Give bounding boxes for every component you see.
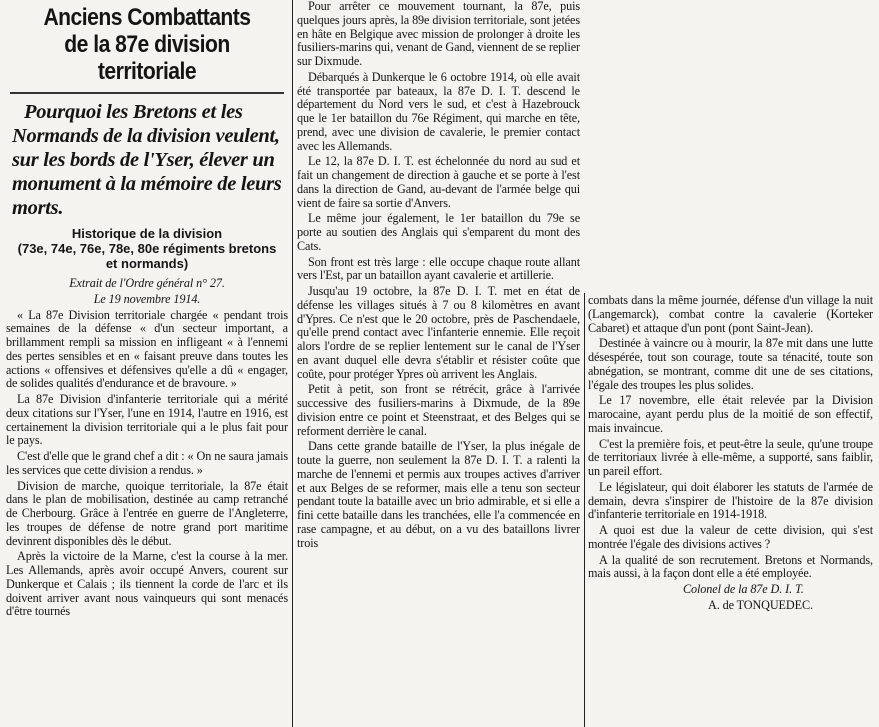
col1-paragraph: C'est d'elle que le grand chef a dit : « On ne saura jamais les services que cette division a rendus. »: [6, 449, 288, 477]
extract-line-2: Le 19 novembre 1914.: [93, 291, 201, 306]
col2-paragraph: Le même jour également, le 1er bataillon du 79e se porte au soutien des Anglais qui s'emparent du mont des Cats.: [297, 211, 580, 253]
title-divider: [10, 92, 284, 94]
signature-name: A. de TONQUEDEC.: [708, 597, 813, 612]
col1-paragraph: « La 87e Division territoriale chargée « pendant trois semaines de la défense « d'un secteur important, a brillamment rempli sa mission en infligeant « à l'ennemi des pertes sensibles et en « faisant preuve dans toutes les actions « offensives et défensives qu'elle a dû « engager, de solides qualités d'endurance et de bravoure. »: [6, 307, 288, 391]
col2-paragraph: Son front est très large : elle occupe chaque route allant vers l'Est, par un bataillon ayant cavalerie et artillerie.: [297, 254, 580, 283]
regiments-line: (73e, 74e, 76e, 78e, 80e régiments bretons et normands): [17, 241, 277, 271]
title-line-2: de la 87e division territoriale: [64, 31, 230, 85]
signature-title: Colonel de la 87e D. I. T.: [683, 582, 804, 596]
col1-paragraph: Après la victoire de la Marne, c'est la course à la mer. Les Allemands, après avoir occupé Anvers, courent sur Dunkerque et Calais ; ils tiennent la corde de l'arc et ils doivent arriver avant nous vainqueurs qui sont menacés d'être tournés: [6, 549, 288, 619]
subtitle: Pourquoi les Bretons et les Normands de la division veulent, sur les bords de l'Yser, élever un monument à la mémoire de leurs morts.: [12, 101, 282, 219]
col3-paragraph: A la qualité de son recrutement. Bretons et Normands, mais aussi, à la façon dont elle a été employée.: [588, 552, 873, 581]
column-3: [588, 294, 873, 615]
col2-paragraph: Le 12, la 87e D. I. T. est échelonnée du nord au sud et fait un changement de direction à gauche et se porte à l'est dans la direction de Gand, au-devant de l'armée belge qui vient de faire sa sortie d'Anvers.: [297, 154, 580, 210]
headline: [6, 4, 288, 85]
column-rule: [292, 0, 293, 727]
extract-line-1: Extrait de l'Ordre général n° 27.: [69, 276, 225, 290]
col3-paragraph: combats dans la même journée, défense d'un village la nuit (Langemarck), combat contre la cavalerie (Korteker Cabaret) et attaque d'un pont (pont Saint-Jean).: [588, 293, 873, 335]
col3-paragraph: A quoi est due la valeur de cette division, qui s'est montrée l'égale des divisions actives ?: [588, 523, 873, 551]
history-heading: Historique de la division: [71, 226, 223, 241]
column-1: [6, 0, 288, 621]
col1-paragraph: La 87e Division d'infanterie territoriale qui a mérité deux citations sur l'Yser, l'une en 1914, l'autre en 1916, est certainement la division territoriale qui a le plus fait pour le pays.: [6, 392, 288, 448]
title-line-1: Anciens Combattants: [43, 4, 251, 31]
col2-paragraph: Pour arrêter ce mouvement tournant, la 87e, puis quelques jours après, la 89e division territoriale, sont jetées en hâte en Belgique avec mission de prolonger à droite les fusiliers-marins qui, venant de Gand, viennent de se replier sur Dixmude.: [297, 0, 580, 68]
col2-paragraph: Débarqués à Dunkerque le 6 octobre 1914, où elle avait été transportée par bateaux, la 87e D. I. T. descend le département du Nord vers le sud, et c'est à Hazebrouck que le 1er bataillon du 76e Régiment, qui marche en tête, prend, avec une division de cavalerie, le premier contact avec les Allemands.: [297, 69, 580, 153]
col2-paragraph: Jusqu'au 19 octobre, la 87e D. I. T. met en état de défense les villages situés à 7 ou 8 kilomètres en avant d'Ypres. Ce n'est que le 20 octobre, près de Paschendaele, qu'elle prend contact avec l'infanterie ennemie. Elle reçoit alors l'ordre de se replier lentement sur le canal de l'Yser en avant duquel elle devra s'établir et résister coûte que coûte, pour protéger Ypres où arrivent les Anglais.: [297, 284, 580, 381]
col2-paragraph: Dans cette grande bataille de l'Yser, la plus inégale de toute la guerre, non seulement la 87e D. I. T. a ralenti la marche de l'ennemi et permis aux troupes actives d'arriver et aux Belges de se reformer, mais elle a tenu son secteur pendant toute la bataille avec un brio admirable, et si elle a fini cette bataille dans les tranchées, elle l'a commencée en rase campagne, et au début, on a vu des bataillons livrer trois: [297, 439, 580, 550]
col3-paragraph: Le 17 novembre, elle était relevée par la Division marocaine, ayant perdu plus de la moitié de son effectif, mais invaincue.: [588, 393, 873, 435]
column-2: [297, 0, 580, 552]
col3-paragraph: Le législateur, qui doit élaborer les statuts de l'armée de demain, devra s'inspirer de l'histoire de la 87e division d'infanterie territoriale en 1914-1918.: [588, 479, 873, 522]
col1-paragraph: Division de marche, quoique territoriale, la 87e était dans le plan de mobilisation, destinée au camp retranché de Cherbourg. Grâce à l'entrée en guerre de l'Angleterre, les troupes de défense de notre grand port maritime devinrent disponibles dès le début.: [6, 478, 288, 548]
col3-paragraph: C'est la première fois, et peut-être la seule, qu'une troupe de territoriaux livrée à elle-même, a supporté, sans faiblir, un pareil effort.: [588, 436, 873, 478]
column-rule: [584, 293, 585, 727]
col2-paragraph: Petit à petit, son front se rétrécit, grâce à l'arrivée successive des fusiliers-marins à Dixmude, de la 89e division entre ce point et Steenstraat, et des Belges qui se reforment derrière le canal.: [297, 382, 580, 438]
col3-paragraph: Destinée à vaincre ou à mourir, la 87e mit dans une lutte désespérée, tout son courage, toute sa ténacité, toute son abnégation, se montrant, comme dit une de ses citations, l'égale des troupes les plus solides.: [588, 336, 873, 392]
